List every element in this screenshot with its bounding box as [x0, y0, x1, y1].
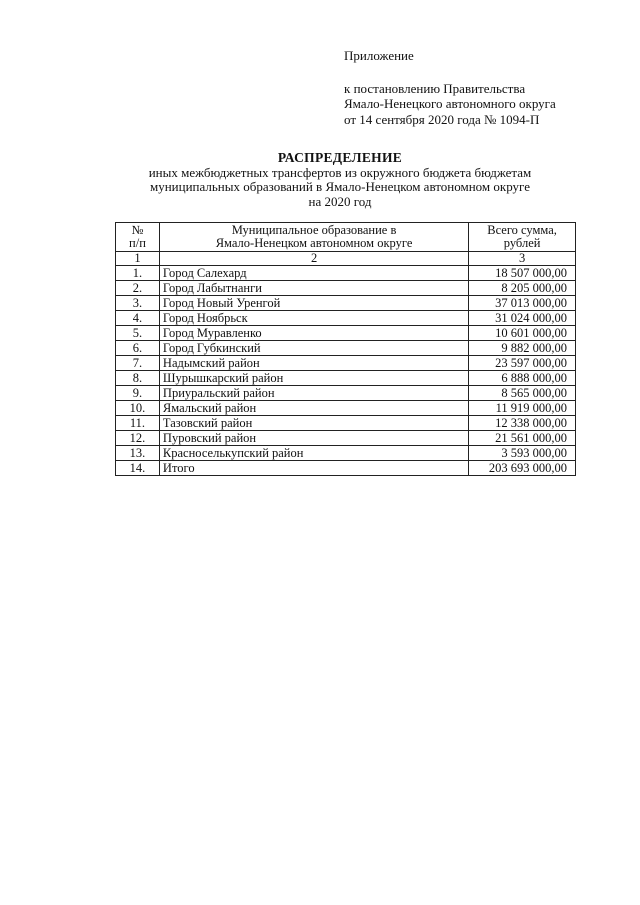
- row-number: 9.: [116, 386, 160, 401]
- table-row: [116, 326, 576, 341]
- row-municipality: Город Губкинский: [159, 341, 468, 356]
- header-municipality: [159, 223, 468, 252]
- table-header-row: [116, 223, 576, 252]
- subtitle-line: муниципальных образований в Ямало-Ненецком автономном округе: [150, 179, 530, 194]
- column-number: 1: [116, 252, 160, 266]
- row-sum: 3 593 000,00: [469, 446, 576, 461]
- row-number: 3.: [116, 296, 160, 311]
- row-municipality: Город Муравленко: [159, 326, 468, 341]
- table-row: [116, 461, 576, 476]
- header-sum: [469, 223, 576, 252]
- table-row: [116, 281, 576, 296]
- row-number: 8.: [116, 371, 160, 386]
- row-municipality: Итого: [159, 461, 468, 476]
- row-sum: 23 597 000,00: [469, 356, 576, 371]
- column-number-row: [116, 252, 576, 266]
- row-number: 6.: [116, 341, 160, 356]
- column-number: 3: [469, 252, 576, 266]
- row-sum: 203 693 000,00: [469, 461, 576, 476]
- row-sum: 11 919 000,00: [469, 401, 576, 416]
- resolution-line: от 14 сентября 2020 года № 1094-П: [344, 111, 540, 127]
- row-number: 7.: [116, 356, 160, 371]
- row-municipality: Шурышкарский район: [159, 371, 468, 386]
- table-row: [116, 296, 576, 311]
- resolution-line: к постановлению Правительства: [344, 80, 526, 96]
- row-sum: 6 888 000,00: [469, 371, 576, 386]
- row-municipality: Тазовский район: [159, 416, 468, 431]
- row-sum: 10 601 000,00: [469, 326, 576, 341]
- appendix-header: [344, 48, 624, 127]
- header-sum-line: рублей: [503, 236, 541, 250]
- table-row: [116, 446, 576, 461]
- subtitle-line: на 2020 год: [308, 193, 372, 209]
- row-sum: 9 882 000,00: [469, 341, 576, 356]
- table-row: [116, 401, 576, 416]
- row-number: 12.: [116, 431, 160, 446]
- document-title-block: [100, 151, 580, 209]
- row-municipality: Город Новый Уренгой: [159, 296, 468, 311]
- header-number-line: п/п: [129, 236, 146, 250]
- header-municipality-line: Ямало-Ненецком автономном округе: [215, 236, 413, 250]
- resolution-line: Ямало-Ненецкого автономного округа: [344, 96, 556, 111]
- row-municipality: Надымский район: [159, 356, 468, 371]
- row-number: 10.: [116, 401, 160, 416]
- row-sum: 12 338 000,00: [469, 416, 576, 431]
- column-number: 2: [159, 252, 468, 266]
- header-number: [116, 223, 160, 252]
- header-number-line: №: [131, 223, 144, 237]
- table-row: [116, 386, 576, 401]
- table-row: [116, 311, 576, 326]
- row-municipality: Ямальский район: [159, 401, 468, 416]
- row-number: 5.: [116, 326, 160, 341]
- row-number: 11.: [116, 416, 160, 431]
- table-row: [116, 431, 576, 446]
- row-sum: 21 561 000,00: [469, 431, 576, 446]
- row-number: 2.: [116, 281, 160, 296]
- row-municipality: Красноселькупский район: [159, 446, 468, 461]
- document-title: РАСПРЕДЕЛЕНИЕ: [277, 150, 403, 165]
- row-sum: 37 013 000,00: [469, 296, 576, 311]
- row-municipality: Пуровский район: [159, 431, 468, 446]
- subtitle-line: иных межбюджетных трансфертов из окружного бюджета бюджетам: [148, 164, 532, 180]
- table-row: [116, 416, 576, 431]
- row-sum: 31 024 000,00: [469, 311, 576, 326]
- table-row: [116, 371, 576, 386]
- table-row: [116, 341, 576, 356]
- row-municipality: Город Лабытнанги: [159, 281, 468, 296]
- table-row: [116, 356, 576, 371]
- header-sum-line: Всего сумма,: [487, 223, 557, 237]
- row-number: 13.: [116, 446, 160, 461]
- appendix-label: Приложение: [344, 48, 414, 63]
- table-row: [116, 266, 576, 281]
- row-municipality: Город Ноябрьск: [159, 311, 468, 326]
- header-municipality-line: Муниципальное образование в: [231, 223, 397, 237]
- row-municipality: Город Салехард: [159, 266, 468, 281]
- row-municipality: Приуральский район: [159, 386, 468, 401]
- row-number: 4.: [116, 311, 160, 326]
- distribution-table: [115, 222, 576, 476]
- row-number: 14.: [116, 461, 160, 476]
- row-number: 1.: [116, 266, 160, 281]
- row-sum: 8 205 000,00: [469, 281, 576, 296]
- row-sum: 18 507 000,00: [469, 266, 576, 281]
- row-sum: 8 565 000,00: [469, 386, 576, 401]
